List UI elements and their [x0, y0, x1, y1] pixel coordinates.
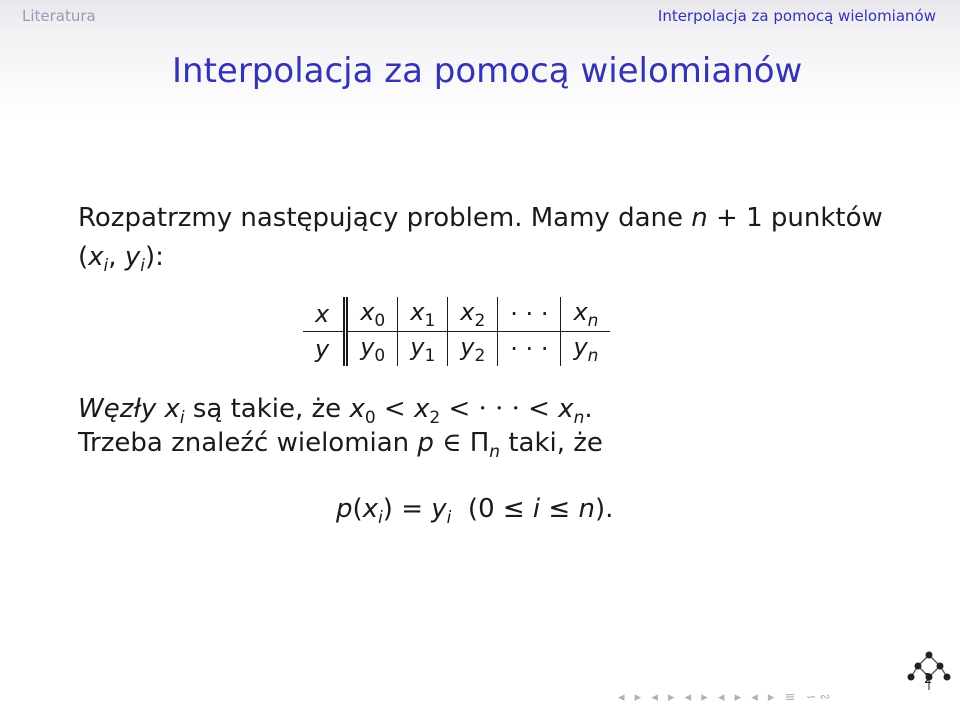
- chain-variable: x: [349, 394, 365, 424]
- pair-y-sub: i: [140, 256, 145, 276]
- intro-line-1: [78, 203, 883, 233]
- poly-p: p: [417, 428, 434, 458]
- chain-variable: x: [558, 394, 574, 424]
- intro-line-2: [78, 242, 164, 276]
- nodes-table: [303, 297, 610, 366]
- page-title: Interpolacja za pomocą wielomianów: [172, 51, 803, 91]
- formula: [336, 494, 613, 528]
- plus-one: + 1: [707, 203, 763, 233]
- formula-p: p: [336, 494, 353, 524]
- table-cell: · · ·: [498, 297, 561, 332]
- formula-cond-open: (0 ≤: [451, 494, 533, 524]
- paren-close: ):: [144, 242, 164, 272]
- table-cell: $x_2$: [448, 297, 498, 332]
- nodes-middle: są takie, że: [184, 394, 350, 424]
- find-prefix: Trzeba znaleźć wielomian: [78, 428, 418, 458]
- formula-cond-n: n: [578, 494, 595, 524]
- chain-subscript: 0: [364, 408, 376, 428]
- intro-text: Rozpatrzmy następujący problem. Mamy dane: [78, 203, 683, 233]
- pair-y: y: [124, 242, 141, 272]
- page-number: 2: [924, 672, 933, 687]
- nodes-var-sub: i: [179, 408, 185, 428]
- subsection-link[interactable]: Interpolacja za pomocą wielomianów: [657, 7, 936, 25]
- intro-points: punktów: [762, 203, 883, 233]
- table-cell: $y_n$: [561, 332, 610, 367]
- pi-sub: n: [489, 442, 501, 462]
- navigation-symbols[interactable]: ◂ ▸ ◂ ▸ ◂ ▸ ◂ ▸ ◂ ▸ ≡ ∽∾: [618, 690, 834, 705]
- formula-x-sub: i: [378, 508, 383, 528]
- table-cell: $x_n$: [561, 297, 610, 332]
- chain-variable: x: [414, 394, 430, 424]
- chain-subscript: 2: [429, 408, 441, 428]
- formula-eq: ) =: [382, 494, 432, 524]
- pi-symbol: Π: [469, 428, 490, 458]
- formula-open: (: [352, 494, 363, 524]
- formula-x: x: [362, 494, 379, 524]
- nodes-word: Węzły: [78, 394, 157, 424]
- formula-cond-close: ).: [594, 494, 614, 524]
- frame-title-bar: [0, 33, 960, 117]
- chain-operator: < · · · <: [440, 394, 559, 424]
- find-suffix: taki, że: [500, 428, 603, 458]
- table-cell: · · ·: [498, 332, 561, 367]
- pair-x-sub: i: [103, 256, 109, 276]
- row-label: x: [303, 297, 346, 332]
- n-variable: n: [691, 203, 708, 233]
- paren-open: (: [78, 242, 89, 272]
- nodes-var: x: [164, 394, 180, 424]
- pair-x: x: [88, 242, 104, 272]
- header-bar: [0, 0, 960, 33]
- table-cell: $x_0$: [346, 297, 398, 332]
- table-cell: $y_0$: [346, 332, 398, 367]
- section-link[interactable]: Literatura: [22, 7, 96, 25]
- find-sentence: [78, 428, 603, 462]
- table-row: [303, 297, 610, 332]
- row-label: y: [315, 335, 330, 363]
- pair-sep: ,: [108, 242, 125, 272]
- formula-y-sub: i: [446, 508, 452, 528]
- formula-cond-i: i: [532, 494, 541, 524]
- table-cell: $y_2$: [448, 332, 498, 367]
- table-row: [303, 332, 610, 367]
- formula-cond-le: ≤: [540, 494, 579, 524]
- formula-y: y: [431, 494, 447, 524]
- chain-operator: <: [375, 394, 414, 424]
- nodes-sentence: [78, 394, 593, 428]
- in-symbol: ∈: [433, 428, 470, 458]
- nodes-end: .: [584, 394, 593, 424]
- table-cell: $y_1$: [398, 332, 448, 367]
- chain-subscript: n: [573, 408, 585, 428]
- ordering-chain: [349, 394, 585, 428]
- table-cell: $x_1$: [398, 297, 448, 332]
